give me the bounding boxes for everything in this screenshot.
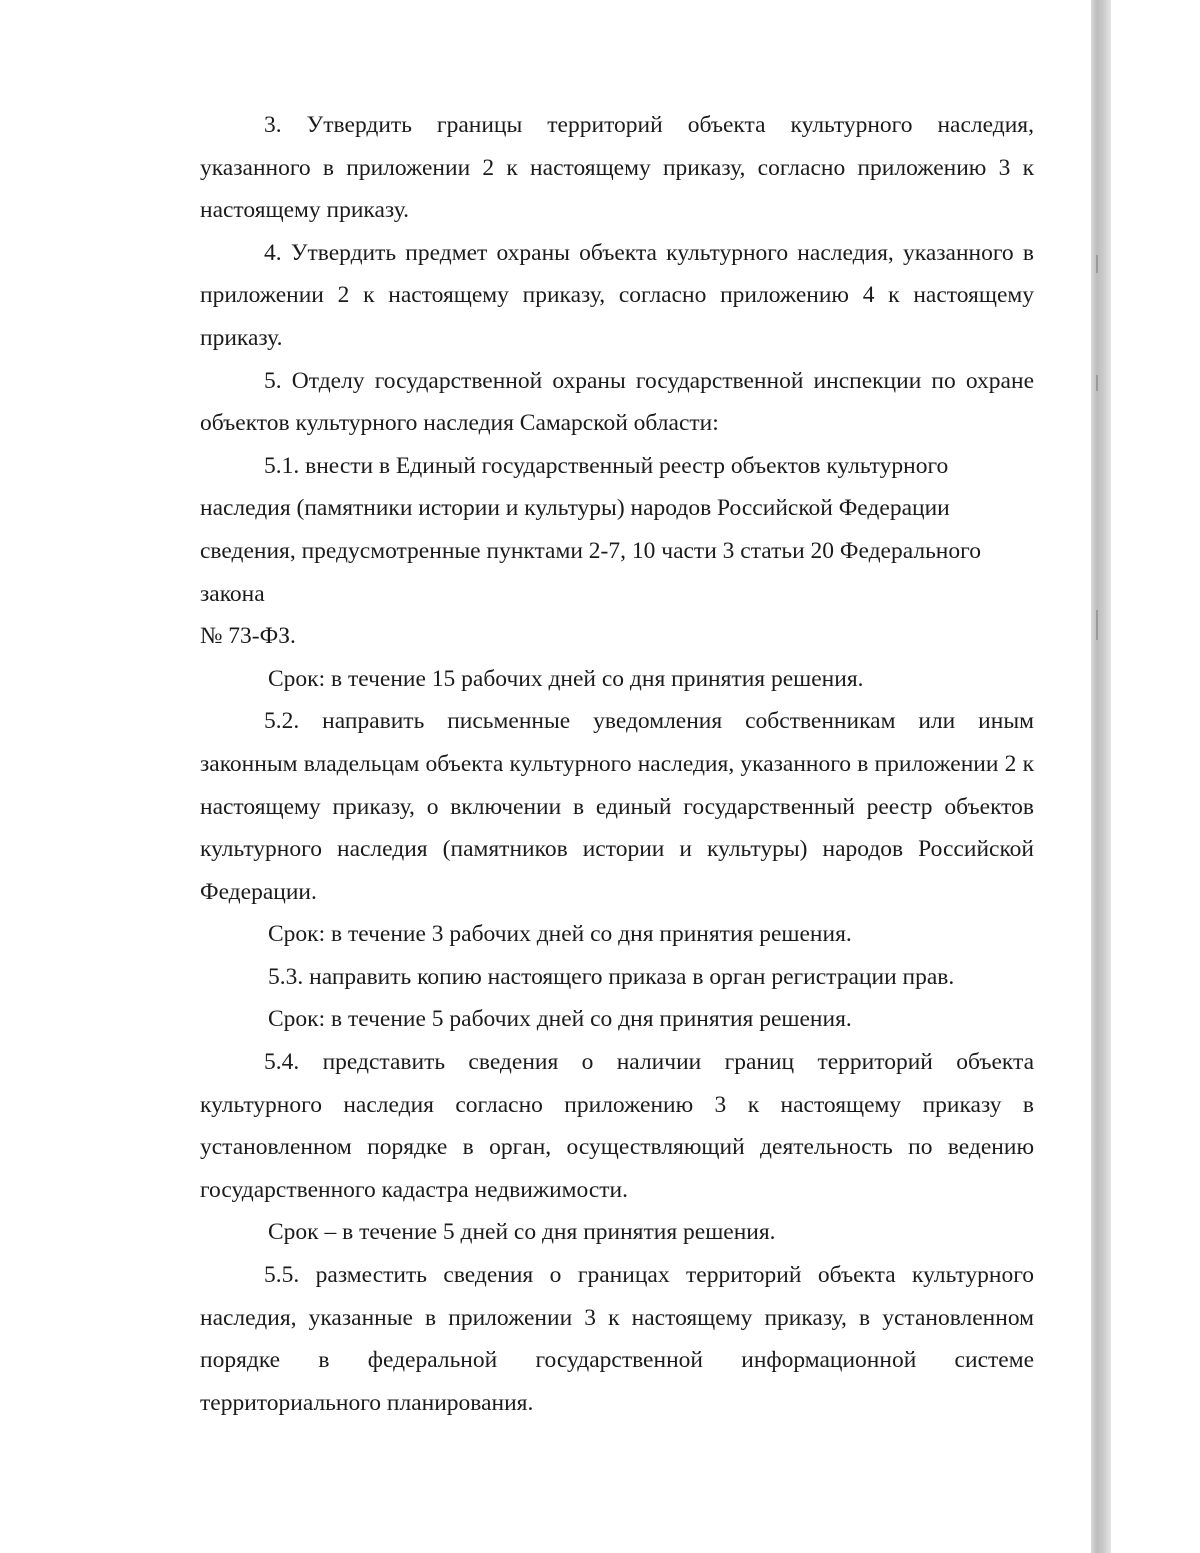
paragraph-item-5-4: 5.4. представить сведения о наличии границ территорий объекта культурного наследия согласно приложению 3 к настоящему приказу в установленном порядке в орган, осуществляющий деятельность по ведению государственного кадастра недвижимости. [200, 1049, 1034, 1203]
paragraph-item-3: 3. Утвердить границы территорий объекта культурного наследия, указанного в приложении 2 к настоящему приказу, согласно приложению 3 к настоящему приказу. [200, 112, 1034, 224]
deadline-5-3: Срок: в течение 5 рабочих дней со дня принятия решения. [268, 1006, 852, 1033]
paragraph-item-5-3: 5.3. направить копию настоящего приказа в орган регистрации прав. [268, 963, 955, 990]
deadline-5-2: Срок: в течение 3 рабочих дней со дня принятия решения. [268, 921, 852, 948]
paragraph-item-4: 4. Утвердить предмет охраны объекта культурного наследия, указанного в приложении 2 к настоящему приказу, согласно приложению 4 к настоящему приказу. [200, 239, 1034, 351]
law-number: № 73-ФЗ. [200, 623, 296, 650]
paragraph-item-5-2: 5.2. направить письменные уведомления собственникам или иным законным владельцам объекта культурного наследия, указанного в приложении 2 к настоящему приказу, о включении в единый государственный реестр объектов культурного наследия (памятников истории и культуры) народов Российской Федерации. [200, 708, 1034, 905]
scan-speck [1096, 375, 1098, 391]
document-body [200, 104, 1034, 1424]
deadline-5-4: Срок – в течение 5 дней со дня принятия решения. [268, 1219, 776, 1246]
paragraph-item-5-5: 5.5. разместить сведения о границах территорий объекта культурного наследия, указанные в приложении 3 к настоящему приказу, в установленном порядке в федеральной государственной информационной системе территориального планирования. [200, 1262, 1034, 1416]
scan-edge-strip [1091, 0, 1111, 1553]
scan-speck [1096, 610, 1098, 640]
paragraph-item-5-1: 5.1. внести в Единый государственный реестр объектов культурного наследия (памятники истории и культуры) народов Российской Федерации сведения, предусмотренные пунктами 2-7, 10 части 3 статьи 20 Федерального закона [200, 452, 981, 607]
paragraph-item-5: 5. Отделу государственной охраны государственной инспекции по охране объектов культурного наследия Самарской области: [200, 367, 1034, 437]
scan-speck [1096, 255, 1098, 273]
deadline-5-1: Срок: в течение 15 рабочих дней со дня принятия решения. [268, 665, 864, 692]
